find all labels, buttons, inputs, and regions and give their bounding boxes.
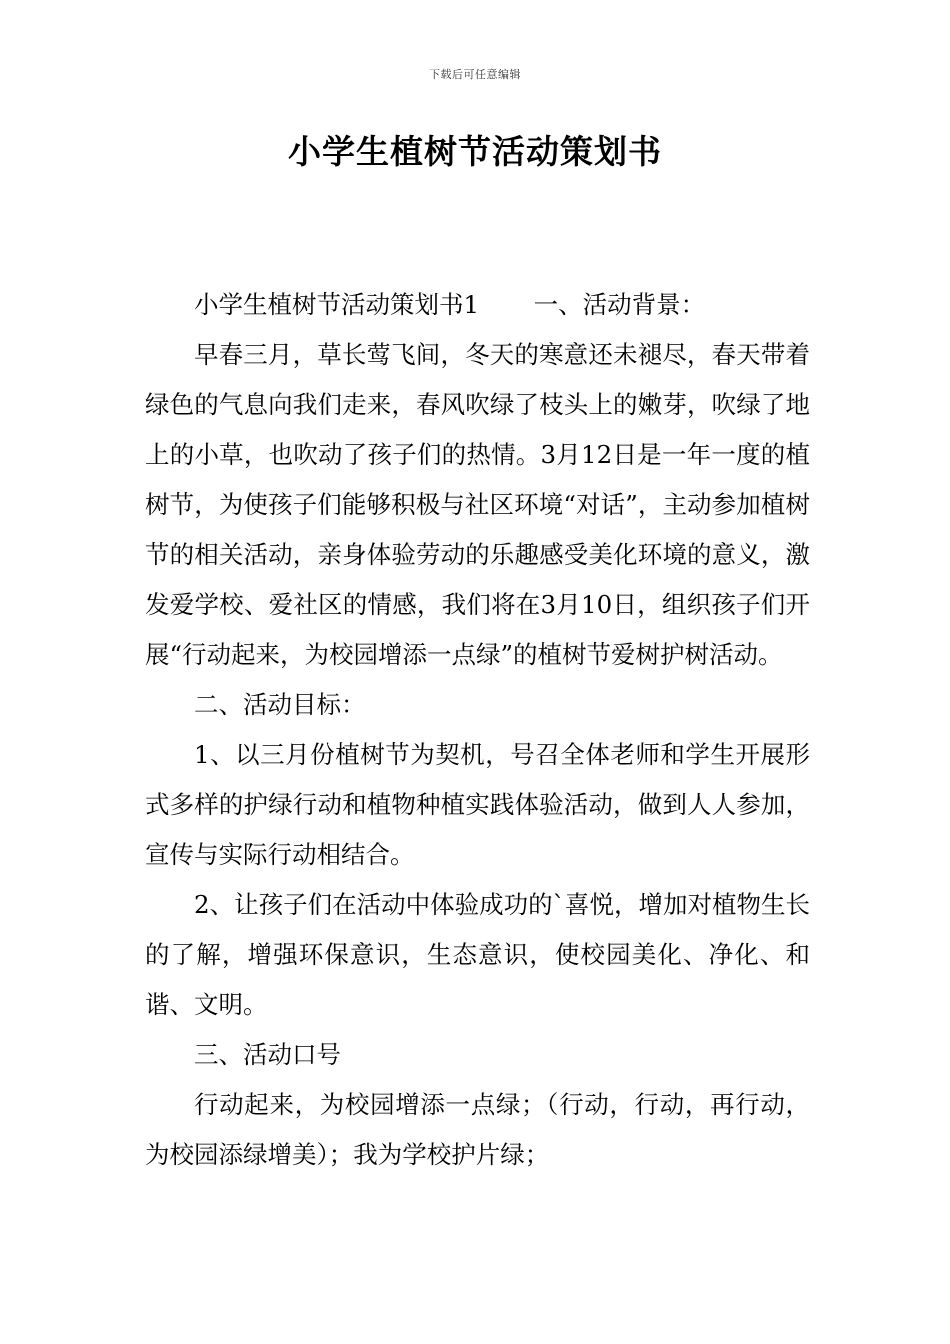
document-body [145,280,810,1180]
paragraph-goal-1: 1、以三月份植树节为契机，号召全体老师和学生开展形式多样的护绿行动和植物种植实践体验活动，做到人人参加，宣传与实际行动相结合。 [145,740,810,869]
paragraph-background: 早春三月，草长莺飞间，冬天的寒意还未褪尽，春天带着绿色的气息向我们走来，春风吹绿了枝头上的嫩芽，吹绿了地上的小草，也吹动了孩子们的热情。3月12日是一年一度的植树节，为使孩子们能够积极与社区环境“对话”，主动参加植树节的相关活动，亲身体验劳动的乐趣感受美化环境的意义，激发爱学校、爱社区的情感，我们将在3月10日，组织孩子们开展“行动起来，为校园增添一点绿”的植树节爱树护树活动。 [145,340,810,669]
paragraph-slogan: 行动起来，为校园增添一点绿；（行动，行动，再行动，为校园添绿增美）；我为学校护片绿； [145,1090,810,1169]
section-heading-slogan: 三、活动口号 [194,1040,341,1069]
header-note: 下载后可任意编辑 [429,68,521,81]
document-title: 小学生植树节活动策划书 [288,132,662,171]
paragraph-intro: 小学生植树节活动策划书1 一、活动背景： [194,290,706,319]
section-heading-goals: 二、活动目标： [194,690,366,719]
paragraph-goal-2: 2、让孩子们在活动中体验成功的`喜悦，增加对植物生长的了解，增强环保意识，生态意识，使校园美化、净化、和谐、文明。 [145,890,810,1019]
